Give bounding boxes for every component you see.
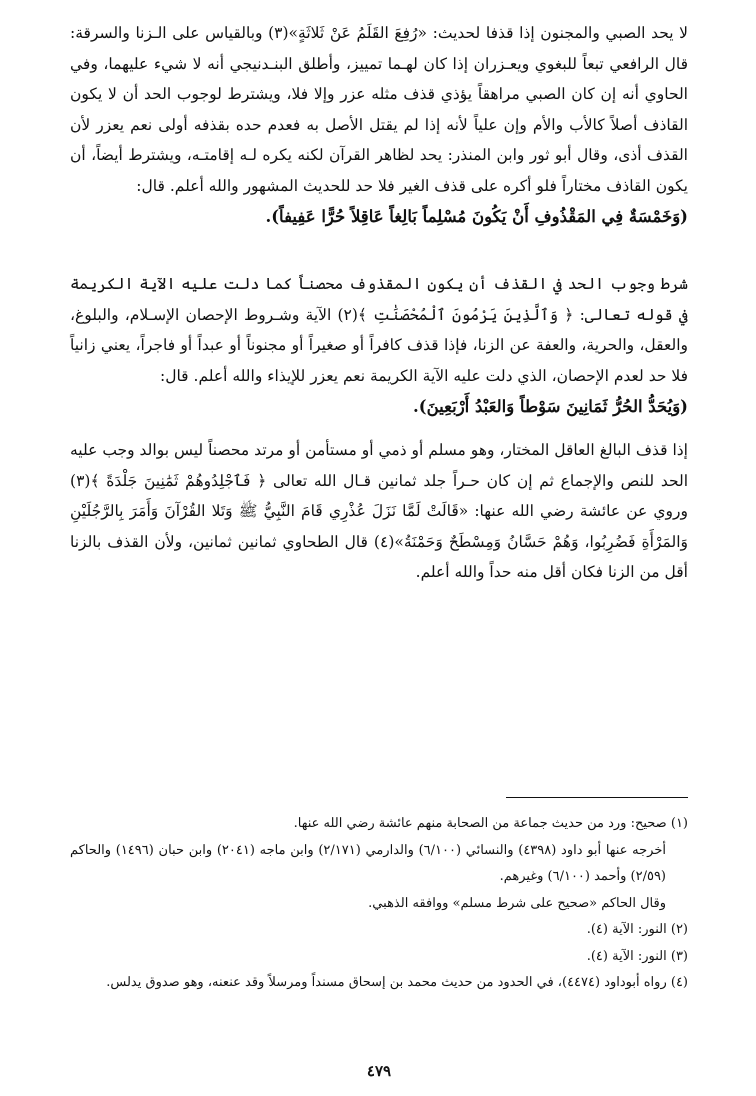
footnote-1: (١) صحيح: ورد من حديث جماعة من الصحابة منهم عائشة رضي الله عنها.	[293, 816, 688, 831]
footnote-1-takhrij: أخرجه عنها أبو داود (٤٣٩٨) والنسائي (٦/١٠٠) والدارمي (٢/١٧١) وابن ماجه (٢٠٤١) وابن حبان (١٤٩٦) والحاكم (٢/٥٩) وأحمد (٦/١٠٠) وغيرهم.	[70, 842, 667, 884]
paragraph-3: إذا قذف البالغ العاقل المختار، وهو مسلم أو ذمي أو مستأمن أو مرتد محصناً ليس بوالد وجب عليه الحد للنص والإجماع ثم إن كان حـراً جلد ثمانين قـال الله تعالى ﴿ فَٱجْلِدُوهُمْ ثَمَٰنِينَ جَلْدَةً ﴾(٣) وروي عن عائشة رضي الله عنها: «قَالَتْ لَمَّا نَزَلَ عُذْرِي قَامَ النَّبِيُّ ﷺ وَتَلا القُرْآنَ وَأَمَرَ بِالرَّجُلَيْنِ وَالمَرْأَةِ فَضُرِبُوا، وَهُمْ حَسَّانُ وَمِسْطَحٌ وَحَمْنَةُ»(٤) قال الطحاوي ثمانين ثمانين، ولأن القذف بالزنا أقل من الزنا فكان أقل منه حداً والله أعلم.	[70, 441, 688, 581]
footnote-2: (٢) النور: الآية (٤).	[586, 922, 688, 937]
matn-line-2: (وَيُحَدُّ الحُرُّ ثَمَانِينَ سَوْطاً وَالعَبْدُ أَرْبَعِينَ).	[413, 397, 688, 416]
paragraph-2: شرط وجوب الحد في القذف أن يكون المقذوف محصناً كما دلت عليه الآية الكريمة في قوله تعالى: ﴿ وَٱلَّذِينَ يَرْمُونَ ٱلْمُحْصَنَٰتِ ﴾(٢) الآية وشـروط الإحصان الإسـلام، والبلوغ، والعقل، والحرية، والعفة عن الزنا، فإذا قذف كافراً أو صغيراً أو مجنوناً أو عبداً أو فاجراً، يعني زانياً فلا حد لعدم الإحصان، الذي دلت عليه الآية الكريمة نعم يعزر للإيذاء والله أعلم. قال:	[70, 275, 688, 385]
matn-line-1: (وَخَمْسَةٌ فِي المَقْذُوفِ أَنْ يَكُونَ مُسْلِماً بَالِغاً عَاقِلاً حُرًّا عَفِيفاً).	[265, 207, 688, 226]
spacer	[70, 245, 688, 269]
footnote-1-hakim: وقال الحاكم «صحيح على شرط مسلم» ووافقه الذهبي.	[368, 895, 666, 911]
footnote-4: (٤) رواه أبوداود (٤٤٧٤)، في الحدود من حديث محمد بن إسحاق مسنداً ومرسلاً وقد عنعنه، وهو صدوق يدلس.	[106, 975, 688, 990]
footnote-separator	[506, 797, 688, 798]
footnote-3: (٣) النور: الآية (٤).	[586, 948, 688, 964]
footnotes	[70, 811, 688, 997]
page-number: ٤٧٩	[366, 1062, 392, 1080]
page-body	[70, 18, 688, 1088]
paragraph-1: لا يحد الصبي والمجنون إذا قذفا لحديث: «رُفِعَ القَلَمُ عَنْ ثَلاثَةٍ»(٣) وبالقياس على الـزنا والسرقة: قال الرافعي تبعاً للبغوي ويعـزران إذا كان لهـما تمييز، وأطلق البنـدنيجي أنه لا شيء عليهما، وفي الحاوي أنه إن كان الصبي مراهقاً يؤذي قذف مثله عزر وإلا فلا، ويشترط لوجوب الحد أن لا يكون القاذف أصلاً كالأب والأم وإن علياً لأنه إذا لم يقتل الأصل به فعدم حده بقذفه أولى نعم يعزر لأن القذف أذى، وقال أبو ثور وابن المنذر: يحد لظاهر القرآن لكنه يكره لـه إقامتـه، ويشترط أيضاً، أن يكون القاذف مختاراً فلو أكره على قذف الغير فلا حد للحديث المشهور والله أعلم. قال:	[70, 24, 688, 195]
